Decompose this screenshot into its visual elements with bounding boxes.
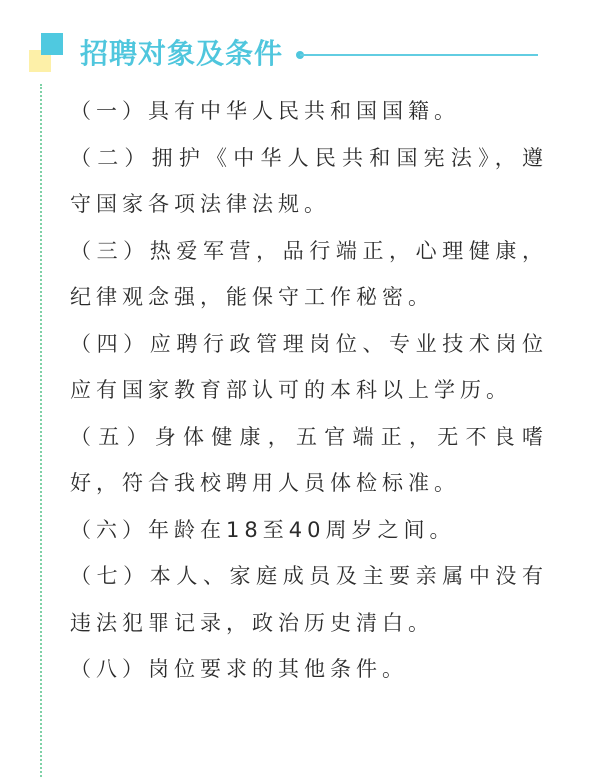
section-title: 招聘对象及条件 (80, 37, 284, 70)
title-underline (300, 54, 538, 56)
requirement-item-5: （五）身体健康，五官端正，无不良嗜好，符合我校聘用人员体检标准。 (70, 424, 548, 495)
requirement-item-7: （七）本人、家庭成员及主要亲属中没有违法犯罪记录，政治历史清白。 (70, 564, 548, 635)
dotted-side-rail (40, 84, 42, 777)
cyan-square-decoration (41, 33, 63, 55)
requirement-item-6: （六）年龄在18至40周岁之间。 (70, 517, 456, 542)
requirement-item-8: （八）岗位要求的其他条件。 (70, 657, 408, 681)
requirement-item-1: （一）具有中华人民共和国国籍。 (70, 99, 460, 123)
requirement-item-4: （四）应聘行政管理岗位、专业技术岗位应有国家教育部认可的本科以上学历。 (70, 331, 548, 402)
requirement-item-3: （三）热爱军营，品行端正，心理健康，纪律观念强，能保守工作秘密。 (70, 238, 548, 309)
requirement-item-2: （二）拥护《中华人民共和国宪法》，遵守国家各项法律法规。 (70, 145, 548, 216)
requirements-list (70, 88, 548, 693)
